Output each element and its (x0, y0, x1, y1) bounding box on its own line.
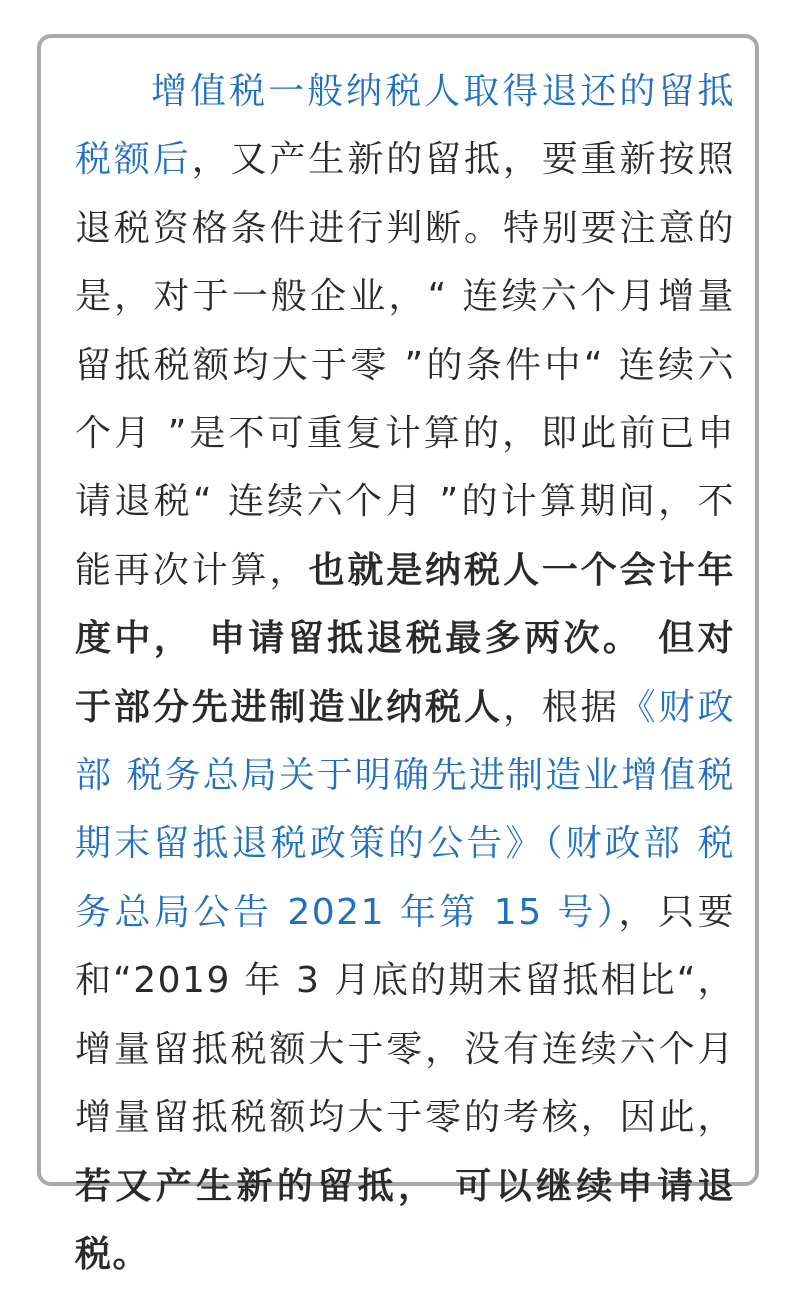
bold-emphasis-2: 若又产生新的留抵， 可以继续申请退税。 (75, 1165, 735, 1275)
body-text-3: ，只要和“2019 年 3 月底的期末留抵相比“，增量留抵税额大于零，没有连续六个月增量留抵税额均大于零的考核，因此， (75, 891, 735, 1139)
bold-emphasis-1: 也就是纳税人一个会计年度中， 申请留抵退税最多两次。 但对于部分先进制造业纳税人 (75, 549, 735, 728)
highlight-heading-text: 增值税一般纳税人取得退还的留抵税额后 (75, 71, 735, 181)
content-card (37, 34, 759, 1275)
body-paragraph (75, 58, 735, 1289)
body-text-2: ，根据 (502, 686, 620, 728)
body-text-1: ，又产生新的留抵，要重新按照退税资格条件进行判断。特别要注意的是，对于一般企业，“ 连续六个月增量留抵税额均大于零 ”的条件中“ 连续六个月 ”是不可重复计算的，即此前已申请退税“ 连续六个月 ”的计算期间，不能再次计算， (75, 139, 735, 591)
policy-reference: 《财政部 税务总局关于明确先进制造业增值税期末留抵退税政策的公告》（财政部 税务总局公告 2021 年第 15 号） (75, 686, 735, 933)
